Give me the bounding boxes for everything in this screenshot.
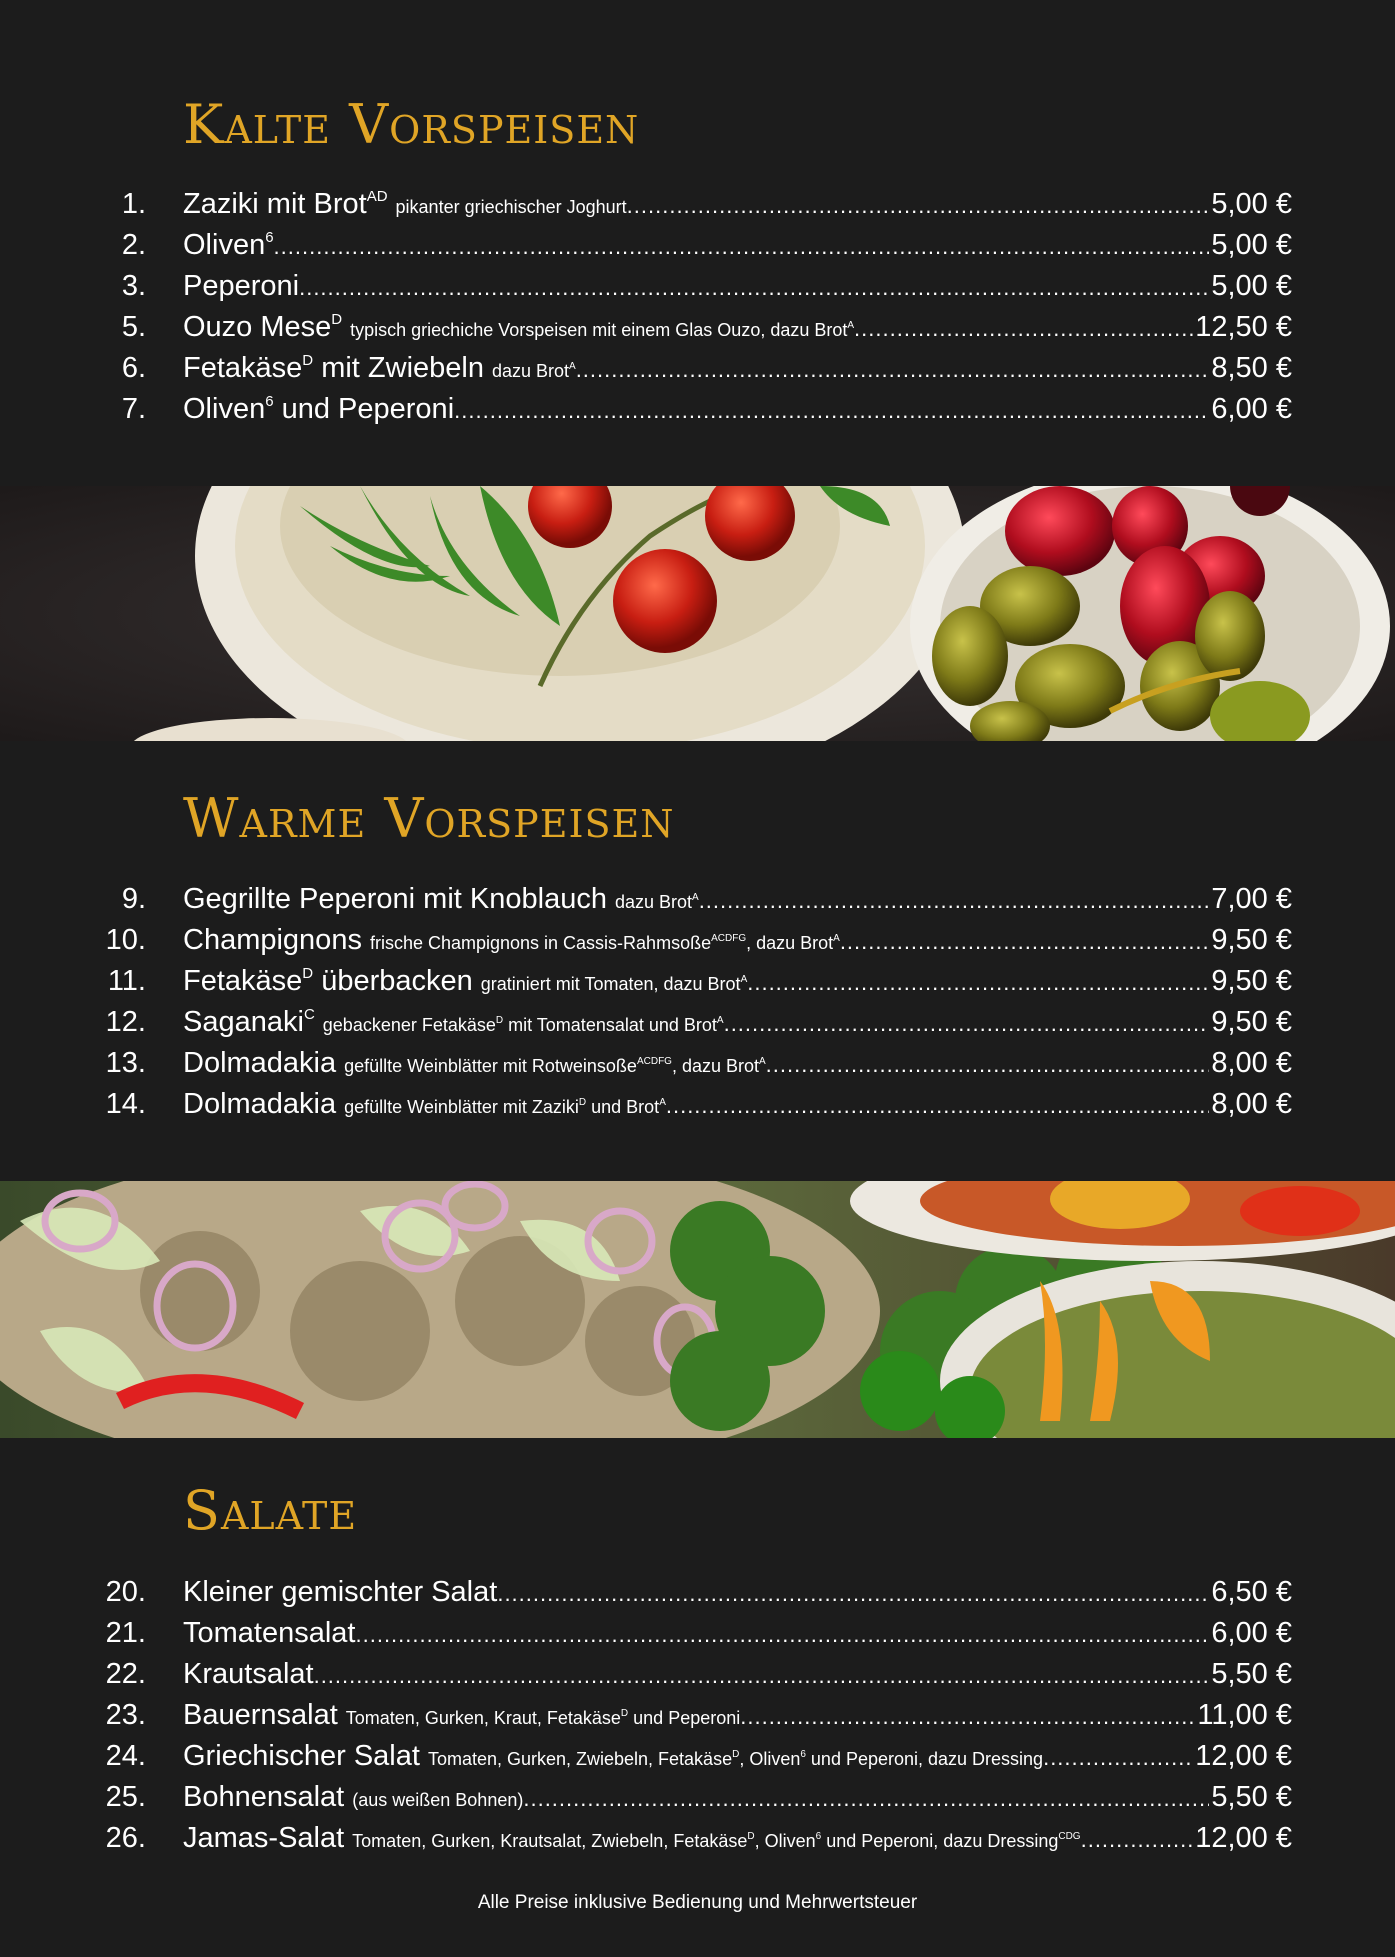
item-description [346, 1698, 740, 1739]
menu-item-row [0, 1736, 1395, 1777]
item-number: 1. [121, 188, 146, 220]
item-line [183, 1654, 1292, 1696]
item-description [428, 1739, 1043, 1780]
item-description-text: Tomaten, Gurken, Krautsalat, Zwiebeln, Fetakäse [352, 1831, 748, 1851]
item-name-text: Fetakäse [183, 965, 303, 997]
item-name [183, 1654, 314, 1695]
item-name [183, 1002, 315, 1043]
menu-item-row [0, 920, 1395, 961]
item-name [183, 1695, 338, 1736]
section-title-kalte-vorspeisen: Kalte Vorspeisen [183, 93, 640, 156]
dot-leader [497, 1573, 1209, 1614]
item-number: 24. [105, 1740, 146, 1772]
menu-item-row [0, 266, 1395, 307]
allergen-code: D [578, 1097, 587, 1108]
item-line [183, 225, 1292, 267]
item-line [183, 184, 1292, 228]
item-name [183, 961, 473, 1002]
item-description [352, 1821, 1080, 1862]
item-name-text: Bauernsalat [183, 1699, 338, 1731]
dot-leader [454, 390, 1209, 431]
allergen-code: A [692, 892, 699, 903]
dot-leader [1043, 1737, 1193, 1778]
dot-leader [666, 1085, 1210, 1126]
item-line [183, 1736, 1292, 1780]
item-line [183, 307, 1292, 351]
item-number: 13. [105, 1047, 146, 1079]
item-number: 25. [105, 1781, 146, 1813]
item-name-text: Krautsalat [183, 1658, 314, 1690]
menu-item-row [0, 1084, 1395, 1125]
item-price: 6,50 € [1211, 1576, 1292, 1608]
menu-item-row [0, 1695, 1395, 1736]
menu-item-row [0, 1572, 1395, 1613]
item-description [350, 310, 854, 351]
item-description [344, 1087, 666, 1128]
allergen-code: ACDFG [636, 1056, 672, 1067]
item-name [183, 348, 484, 389]
allergen-code: C [303, 1006, 315, 1023]
item-number: 11. [107, 965, 146, 997]
item-price: 5,50 € [1211, 1658, 1292, 1690]
section-title-salate: Salate [183, 1479, 358, 1542]
item-description [492, 351, 576, 392]
menu-item-row [0, 879, 1395, 920]
item-name-text: überbacken [313, 965, 473, 997]
item-description-text: dazu Brot [491, 361, 570, 381]
item-name [183, 1043, 336, 1084]
item-line [183, 1613, 1292, 1655]
item-price: 5,00 € [1211, 229, 1292, 261]
dot-leader [854, 308, 1193, 349]
menu-item-row [0, 1777, 1395, 1818]
dot-leader [523, 1778, 1209, 1819]
item-number: 9. [121, 883, 146, 915]
item-description [344, 1046, 766, 1087]
allergen-code: D [747, 1831, 755, 1842]
item-name-text: mit Zwiebeln [313, 352, 484, 384]
item-price: 9,50 € [1211, 965, 1292, 997]
menu-item-row [0, 389, 1395, 430]
allergen-code: 6 [265, 393, 274, 410]
section-title-warme-vorspeisen: Warme Vorspeisen [183, 787, 675, 850]
item-name-text: und Peperoni [273, 393, 455, 425]
food-photo-salads [0, 1181, 1395, 1438]
item-line [183, 879, 1292, 923]
item-description-text: gratiniert mit Tomaten, dazu Brot [480, 974, 741, 994]
menu-item-row [0, 1818, 1395, 1859]
dot-leader [314, 1655, 1210, 1696]
dot-leader [1081, 1819, 1194, 1860]
allergen-code: D [732, 1749, 740, 1760]
allergen-code: D [620, 1708, 629, 1719]
allergen-code: 6 [265, 229, 274, 246]
dot-leader [766, 1044, 1210, 1085]
allergen-code: A [759, 1056, 766, 1067]
allergen-code: ACDFG [711, 933, 747, 944]
item-name-text: Griechischer Salat [183, 1740, 420, 1772]
dot-leader [699, 880, 1210, 921]
item-description-text: (aus weißen Bohnen) [352, 1790, 524, 1810]
item-line [183, 1043, 1292, 1087]
item-name-text: Oliven [183, 393, 266, 425]
item-price: 12,00 € [1195, 1822, 1292, 1854]
item-line [183, 266, 1292, 308]
item-description-text: mit Tomatensalat und Brot [503, 1015, 717, 1035]
item-name-text: Zaziki mit Brot [183, 188, 367, 220]
menu-item-row [0, 1043, 1395, 1084]
item-name [183, 1736, 420, 1777]
item-line [183, 1084, 1292, 1128]
item-name-text: Kleiner gemischter Salat [183, 1576, 498, 1608]
dot-leader [627, 185, 1210, 226]
menu-item-row [0, 961, 1395, 1002]
item-line [183, 1777, 1292, 1821]
allergen-code: A [716, 1015, 724, 1026]
item-price: 6,00 € [1211, 393, 1292, 425]
allergen-code: A [847, 320, 855, 331]
item-number: 6. [121, 352, 146, 384]
item-price: 12,00 € [1195, 1740, 1292, 1772]
item-line [183, 1002, 1292, 1046]
dot-leader [356, 1614, 1210, 1655]
item-number: 12. [105, 1006, 146, 1038]
allergen-code: A [740, 974, 748, 985]
item-name-text: Peperoni [183, 270, 300, 302]
dot-leader [724, 1003, 1210, 1044]
item-price: 8,50 € [1211, 352, 1292, 384]
item-description [370, 923, 840, 964]
item-name [183, 1084, 336, 1125]
item-name-text: Ouzo Mese [183, 311, 332, 343]
item-price: 6,00 € [1211, 1617, 1292, 1649]
item-price: 8,00 € [1211, 1047, 1292, 1079]
item-line [183, 1818, 1292, 1862]
item-number: 5. [121, 311, 146, 343]
item-line [183, 1695, 1292, 1739]
allergen-code: A [569, 361, 576, 372]
item-name [183, 1777, 344, 1818]
item-line [183, 961, 1292, 1005]
item-description-text: pikanter griechischer Joghurt [395, 197, 627, 217]
item-description [481, 964, 747, 1005]
item-name [183, 225, 274, 266]
item-name [183, 184, 388, 225]
item-name [183, 920, 362, 961]
item-description-text: dazu Brot [614, 892, 693, 912]
item-description-text: Tomaten, Gurken, Zwiebeln, Fetakäse [427, 1749, 733, 1769]
dot-leader [576, 349, 1210, 390]
item-name-text: Champignons [183, 924, 362, 956]
item-description-text: und Peperoni, dazu Dressing [821, 1831, 1059, 1851]
item-name [183, 1613, 356, 1654]
item-number: 22. [105, 1658, 146, 1690]
item-description-text: frische Champignons in Cassis-Rahmsoße [369, 933, 712, 953]
item-description-text: gefüllte Weinblätter mit Rotweinsoße [344, 1056, 637, 1076]
dot-leader [840, 921, 1210, 962]
allergen-code: A [833, 933, 840, 944]
item-description-text: , dazu Brot [671, 1056, 759, 1076]
menu-item-row [0, 1654, 1395, 1695]
item-name-text: Dolmadakia [183, 1088, 337, 1120]
dot-leader [274, 226, 1210, 267]
allergen-code: D [302, 352, 314, 369]
item-description [352, 1780, 523, 1821]
item-price: 5,50 € [1211, 1781, 1292, 1813]
item-price: 12,50 € [1195, 311, 1292, 343]
item-line [183, 1572, 1292, 1614]
item-description [615, 882, 699, 923]
item-number: 23. [105, 1699, 146, 1731]
menu-item-row [0, 1613, 1395, 1654]
item-name-text: Dolmadakia [183, 1047, 337, 1079]
item-number: 14. [105, 1088, 146, 1120]
item-name [183, 879, 607, 920]
item-description-text: und Peperoni [628, 1708, 741, 1728]
item-name-text: Fetakäse [183, 352, 303, 384]
item-description-text: und Brot [586, 1097, 660, 1117]
item-description-text: und Peperoni, dazu Dressing [805, 1749, 1044, 1769]
item-description-text: typisch griechiche Vorspeisen mit einem Glas Ouzo, dazu Brot [350, 320, 848, 340]
allergen-code: 6 [815, 1831, 822, 1842]
item-number: 20. [105, 1576, 146, 1608]
allergen-code: A [659, 1097, 666, 1108]
food-photo-dips-olives [0, 486, 1395, 741]
item-description-text: , Oliven [739, 1749, 801, 1769]
item-name [183, 389, 454, 430]
item-name [183, 1818, 344, 1859]
item-description-text: , dazu Brot [746, 933, 834, 953]
dot-leader [747, 962, 1209, 1003]
item-number: 3. [121, 270, 146, 302]
allergen-code: D [495, 1015, 504, 1026]
item-number: 10. [105, 924, 146, 956]
item-price: 5,00 € [1211, 188, 1292, 220]
menu-item-row [0, 348, 1395, 389]
menu-item-row [0, 225, 1395, 266]
allergen-code: D [331, 311, 343, 328]
item-description-text: gefüllte Weinblätter mit Zaziki [344, 1097, 579, 1117]
item-description-text: gebackener Fetakäse [322, 1015, 496, 1035]
item-description [396, 187, 627, 228]
item-name-text: Oliven [183, 229, 266, 261]
allergen-code: CDG [1058, 1831, 1081, 1842]
allergen-code: D [302, 965, 314, 982]
item-number: 26. [105, 1822, 146, 1854]
item-number: 2. [121, 229, 146, 261]
item-line [183, 920, 1292, 964]
item-name-text: Bohnensalat [183, 1781, 345, 1813]
item-line [183, 348, 1292, 392]
item-name-text: Tomatensalat [183, 1617, 356, 1649]
item-name [183, 307, 342, 348]
item-name-text: Saganaki [183, 1006, 304, 1038]
menu-item-row [0, 1002, 1395, 1043]
menu-item-row [0, 307, 1395, 348]
allergen-code: AD [366, 188, 388, 205]
item-description [323, 1005, 724, 1046]
dot-leader [740, 1696, 1195, 1737]
item-name-text: Jamas-Salat [183, 1822, 345, 1854]
item-name-text: Gegrillte Peperoni mit Knoblauch [183, 883, 607, 915]
item-price: 5,00 € [1211, 270, 1292, 302]
item-description-text: , Oliven [754, 1831, 816, 1851]
item-name [183, 266, 299, 307]
allergen-code: 6 [800, 1749, 806, 1760]
menu-item-row [0, 184, 1395, 225]
item-line [183, 389, 1292, 431]
item-price: 9,50 € [1211, 1006, 1292, 1038]
item-price: 7,00 € [1211, 883, 1292, 915]
item-number: 7. [121, 393, 146, 425]
dot-leader [299, 267, 1209, 308]
item-price: 11,00 € [1197, 1699, 1292, 1731]
item-price: 9,50 € [1211, 924, 1292, 956]
price-footnote: Alle Preise inklusive Bedienung und Mehrwertsteuer [477, 1892, 918, 1913]
item-name [183, 1572, 497, 1613]
item-price: 8,00 € [1211, 1088, 1292, 1120]
item-description-text: Tomaten, Gurken, Kraut, Fetakäse [345, 1708, 621, 1728]
item-number: 21. [105, 1617, 146, 1649]
